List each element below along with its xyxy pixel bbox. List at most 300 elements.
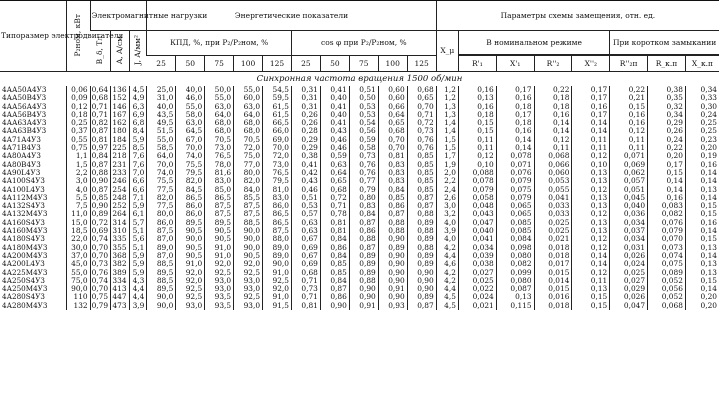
- value-cell: 0,22: [534, 86, 572, 94]
- value-cell: 87,5: [234, 202, 263, 210]
- cos-phi-level-header: 100: [378, 56, 407, 72]
- efficiency-level-header: 125: [263, 56, 292, 72]
- value-cell: 0,25: [685, 119, 719, 127]
- value-cell: 0,062: [610, 169, 648, 177]
- value-cell: 90,5: [205, 235, 234, 243]
- value-cell: 0,15: [685, 235, 719, 243]
- value-cell: 87,5: [147, 227, 176, 235]
- value-cell: 0,052: [648, 293, 686, 301]
- value-cell: 1,2: [436, 94, 458, 102]
- value-cell: 0,12: [572, 186, 610, 194]
- value-cell: 0,14: [685, 177, 719, 185]
- value-cell: 0,90: [378, 293, 407, 301]
- value-cell: 0,71: [291, 293, 320, 301]
- value-cell: 0,70: [90, 252, 110, 260]
- value-cell: 86,0: [176, 210, 205, 218]
- value-cell: 0,015: [534, 269, 572, 277]
- value-cell: 0,20: [685, 144, 719, 152]
- value-cell: 3,2: [436, 210, 458, 218]
- value-cell: 0,85: [407, 161, 436, 169]
- value-cell: 4,4: [436, 252, 458, 260]
- value-cell: 0,13: [572, 169, 610, 177]
- value-cell: 0,86: [320, 244, 349, 252]
- value-cell: 0,14: [685, 227, 719, 235]
- value-cell: 0,90: [407, 285, 436, 293]
- value-cell: 0,83: [378, 177, 407, 185]
- value-cell: 0,12: [572, 210, 610, 218]
- value-cell: 0,16: [458, 103, 496, 111]
- value-cell: 0,052: [648, 277, 686, 285]
- value-cell: 0,64: [378, 111, 407, 119]
- motor-type-cell: 4А250S4У3: [2, 275, 45, 285]
- value-cell: 0,13: [572, 219, 610, 227]
- value-cell: 248: [110, 194, 129, 202]
- value-cell: 0,21: [610, 94, 648, 102]
- value-cell: 75,5: [176, 161, 205, 169]
- value-cell: 5,5: [67, 194, 90, 202]
- value-cell: 0,88: [90, 169, 110, 177]
- value-cell: 0,027: [610, 277, 648, 285]
- table-body: [0, 86, 719, 310]
- value-cell: 0,079: [496, 194, 534, 202]
- value-cell: 68,0: [205, 119, 234, 127]
- value-cell: 1,7: [436, 152, 458, 160]
- value-cell: 61,5: [263, 111, 292, 119]
- value-cell: 0,018: [534, 302, 572, 310]
- value-cell: 37,0: [67, 252, 90, 260]
- value-cell: 0,12: [572, 235, 610, 243]
- value-cell: 92,5: [234, 269, 263, 277]
- value-cell: 0,38: [648, 86, 686, 94]
- value-cell: 92,0: [263, 285, 292, 293]
- value-cell: 0,72: [407, 119, 436, 127]
- value-cell: 0,89: [378, 244, 407, 252]
- value-cell: 184: [110, 136, 129, 144]
- value-cell: 0,13: [685, 186, 719, 194]
- value-cell: 31,0: [147, 94, 176, 102]
- value-cell: 0,46: [291, 186, 320, 194]
- value-cell: 0,16: [572, 103, 610, 111]
- efficiency-level-header: 50: [176, 56, 205, 72]
- value-cell: 84,0: [234, 186, 263, 194]
- value-cell: 0,69: [90, 227, 110, 235]
- value-cell: 218: [110, 152, 129, 160]
- motor-type-cell: 4АА50А4У3: [2, 85, 47, 94]
- motor-type-cell: 4А132М4У3: [2, 209, 48, 219]
- value-cell: 63,0: [205, 103, 234, 111]
- value-cell: 0,25: [685, 127, 719, 135]
- value-cell: 59,5: [263, 94, 292, 102]
- value-cell: 4,2: [436, 277, 458, 285]
- value-cell: 0,34: [685, 86, 719, 94]
- value-cell: 87,5: [234, 210, 263, 218]
- value-cell: 0,085: [496, 227, 534, 235]
- value-cell: 0,90: [378, 277, 407, 285]
- value-cell: 0,036: [610, 210, 648, 218]
- value-cell: 382: [110, 260, 129, 268]
- value-cell: 91,0: [205, 252, 234, 260]
- value-cell: 0,20: [685, 293, 719, 301]
- value-cell: 93,0: [234, 302, 263, 310]
- value-cell: 55,0: [176, 103, 205, 111]
- value-cell: 0,079: [648, 227, 686, 235]
- value-cell: 0,13: [572, 227, 610, 235]
- value-cell: 0,11: [458, 144, 496, 152]
- value-cell: 0,93: [378, 302, 407, 310]
- value-cell: 93,5: [205, 302, 234, 310]
- value-cell: 0,14: [685, 194, 719, 202]
- value-cell: 0,81: [320, 227, 349, 235]
- value-cell: 0,59: [320, 152, 349, 160]
- value-cell: 70,0: [176, 144, 205, 152]
- value-cell: 0,017: [534, 260, 572, 268]
- value-cell: 77,5: [147, 202, 176, 210]
- value-cell: 0,90: [349, 285, 378, 293]
- value-cell: 0,73: [291, 285, 320, 293]
- value-cell: 0,75: [90, 293, 110, 301]
- value-cell: 0,14: [572, 119, 610, 127]
- value-cell: 6,3: [129, 103, 147, 111]
- value-cell: 0,025: [610, 269, 648, 277]
- value-cell: 0,56: [349, 127, 378, 135]
- value-cell: 0,35: [648, 94, 686, 102]
- value-cell: 92,0: [176, 277, 205, 285]
- value-cell: 0,70: [378, 144, 407, 152]
- value-cell: 0,87: [378, 210, 407, 218]
- value-cell: 22,0: [67, 235, 90, 243]
- motor-type-cell: 4А180М4У3: [2, 242, 48, 252]
- value-cell: 85,0: [205, 186, 234, 194]
- value-cell: 0,83: [378, 161, 407, 169]
- motor-type-cell: 4АА63А4У3: [2, 118, 47, 128]
- section-title: Синхронная частота вращения 1500 об/мин: [0, 72, 719, 87]
- value-cell: 81,0: [263, 186, 292, 194]
- value-cell: 0,78: [320, 210, 349, 218]
- value-cell: 0,71: [90, 103, 110, 111]
- value-cell: 0,066: [534, 161, 572, 169]
- value-cell: 68,0: [234, 127, 263, 135]
- value-cell: 86,5: [263, 210, 292, 218]
- value-cell: 0,040: [458, 227, 496, 235]
- value-cell: 0,11: [610, 144, 648, 152]
- value-cell: 0,11: [458, 136, 496, 144]
- value-cell: 0,65: [378, 119, 407, 127]
- value-cell: 2,2: [436, 177, 458, 185]
- j-density-header: J, A/мм²: [129, 31, 147, 72]
- value-cell: 0,76: [90, 269, 110, 277]
- value-cell: 0,065: [496, 202, 534, 210]
- value-cell: 0,80: [349, 194, 378, 202]
- value-cell: 3,9: [436, 227, 458, 235]
- value-cell: 0,022: [458, 285, 496, 293]
- value-cell: 0,025: [534, 227, 572, 235]
- value-cell: 40,0: [176, 86, 205, 94]
- value-cell: 413: [110, 285, 129, 293]
- value-cell: 2,6: [436, 194, 458, 202]
- value-cell: 0,11: [572, 144, 610, 152]
- value-cell: 4,0: [436, 219, 458, 227]
- value-cell: 0,024: [610, 260, 648, 268]
- value-cell: 0,14: [648, 177, 686, 185]
- value-cell: 0,31: [291, 103, 320, 111]
- value-cell: 0,97: [90, 144, 110, 152]
- motor-type-cell: 4А132S4У3: [2, 201, 45, 211]
- value-cell: 0,89: [407, 219, 436, 227]
- value-cell: 1,5: [436, 136, 458, 144]
- value-cell: 264: [110, 210, 129, 218]
- value-cell: 5,1: [129, 227, 147, 235]
- value-cell: 1,5: [436, 144, 458, 152]
- value-cell: 84,5: [176, 186, 205, 194]
- nominal-mode-header: В номинальном режиме: [458, 31, 609, 55]
- value-cell: 0,076: [496, 169, 534, 177]
- value-cell: 0,15: [685, 210, 719, 218]
- value-cell: 89,5: [205, 219, 234, 227]
- value-cell: 368: [110, 252, 129, 260]
- value-cell: 0,89: [407, 252, 436, 260]
- value-cell: 0,034: [610, 235, 648, 243]
- motor-type-cell: 4А100L4У3: [2, 184, 45, 194]
- value-cell: 0,23: [685, 136, 719, 144]
- motor-type-cell: 4А280М4У3: [2, 300, 48, 310]
- value-cell: 0,70: [407, 103, 436, 111]
- value-cell: 93,0: [205, 277, 234, 285]
- value-cell: 0,080: [496, 252, 534, 260]
- value-cell: 5,9: [129, 202, 147, 210]
- value-cell: 0,87: [320, 285, 349, 293]
- value-cell: 0,13: [572, 177, 610, 185]
- value-cell: 0,13: [685, 244, 719, 252]
- value-cell: 86,0: [263, 202, 292, 210]
- x-mu-header: X_μ: [436, 31, 458, 72]
- value-cell: 146: [110, 103, 129, 111]
- value-cell: 0,16: [534, 111, 572, 119]
- value-cell: 1,3: [436, 103, 458, 111]
- motor-type-cell: 4АА56А4У3: [2, 101, 47, 111]
- value-cell: 0,84: [320, 277, 349, 285]
- value-cell: 92,5: [234, 293, 263, 301]
- value-cell: 0,13: [572, 202, 610, 210]
- value-cell: 0,16: [685, 161, 719, 169]
- value-cell: 0,29: [291, 144, 320, 152]
- value-cell: 0,63: [320, 161, 349, 169]
- value-cell: 0,73: [349, 152, 378, 160]
- value-cell: 0,43: [320, 127, 349, 135]
- value-cell: 0,16: [610, 119, 648, 127]
- value-cell: 0,81: [320, 219, 349, 227]
- value-cell: 0,25: [67, 119, 90, 127]
- value-cell: 1,3: [436, 111, 458, 119]
- value-cell: 0,14: [648, 186, 686, 194]
- value-cell: 1,5: [67, 161, 90, 169]
- value-cell: 64,0: [234, 111, 263, 119]
- value-cell: 0,87: [349, 219, 378, 227]
- value-cell: 0,85: [407, 152, 436, 160]
- motor-type-cell: 4А90L4У3: [2, 167, 41, 177]
- value-cell: 0,33: [685, 94, 719, 102]
- value-cell: 0,76: [349, 161, 378, 169]
- value-cell: 0,29: [648, 119, 686, 127]
- value-cell: 70,0: [147, 161, 176, 169]
- value-cell: 0,15: [685, 277, 719, 285]
- value-cell: 5,7: [129, 219, 147, 227]
- value-cell: 0,029: [610, 285, 648, 293]
- value-cell: 0,15: [648, 169, 686, 177]
- value-cell: 0,50: [349, 94, 378, 102]
- value-cell: 0,12: [67, 103, 90, 111]
- value-cell: 0,16: [648, 194, 686, 202]
- value-cell: 0,06: [67, 86, 90, 94]
- value-cell: 0,84: [349, 210, 378, 218]
- value-cell: 0,055: [534, 186, 572, 194]
- value-cell: 0,076: [648, 219, 686, 227]
- value-cell: 0,64: [90, 86, 110, 94]
- value-cell: 58,0: [176, 111, 205, 119]
- value-cell: 30,0: [67, 244, 90, 252]
- value-cell: 0,056: [648, 285, 686, 293]
- value-cell: 51,5: [147, 127, 176, 135]
- value-cell: 0,15: [572, 293, 610, 301]
- value-cell: 93,0: [234, 285, 263, 293]
- value-cell: 64,5: [176, 127, 205, 135]
- value-cell: 0,18: [496, 103, 534, 111]
- value-cell: 0,24: [685, 111, 719, 119]
- value-cell: 0,68: [407, 86, 436, 94]
- value-cell: 0,26: [648, 127, 686, 135]
- value-cell: 0,88: [407, 210, 436, 218]
- value-cell: 0,46: [320, 144, 349, 152]
- value-cell: 0,10: [572, 161, 610, 169]
- value-cell: 4,4: [129, 293, 147, 301]
- value-cell: 0,68: [90, 94, 110, 102]
- value-cell: 0,63: [291, 219, 320, 227]
- value-cell: 0,12: [610, 127, 648, 135]
- value-cell: 0,88: [407, 227, 436, 235]
- short-circuit-param-header: R_к.п: [648, 56, 686, 72]
- value-cell: 0,84: [320, 235, 349, 243]
- value-cell: 0,079: [458, 186, 496, 194]
- motor-type-cell: 4А250М4У3: [2, 284, 48, 294]
- value-cell: 0,021: [458, 302, 496, 310]
- value-cell: 0,082: [496, 260, 534, 268]
- value-cell: 0,70: [378, 136, 407, 144]
- value-cell: 0,88: [378, 219, 407, 227]
- value-cell: 0,20: [685, 302, 719, 310]
- value-cell: 92,5: [176, 293, 205, 301]
- value-cell: 0,026: [610, 252, 648, 260]
- value-cell: 0,85: [407, 186, 436, 194]
- value-cell: 7,0: [129, 169, 147, 177]
- value-cell: 0,91: [378, 285, 407, 293]
- value-cell: 63,0: [176, 119, 205, 127]
- value-cell: 92,5: [205, 269, 234, 277]
- value-cell: 0,22: [648, 144, 686, 152]
- value-cell: 0,12: [572, 152, 610, 160]
- value-cell: 89,0: [263, 244, 292, 252]
- value-cell: 0,18: [67, 111, 90, 119]
- value-cell: 87,5: [205, 202, 234, 210]
- value-cell: 0,033: [534, 210, 572, 218]
- value-cell: 0,85: [90, 194, 110, 202]
- value-cell: 0,17: [648, 161, 686, 169]
- value-cell: 0,075: [496, 186, 534, 194]
- value-cell: 75,0: [67, 277, 90, 285]
- value-cell: 231: [110, 161, 129, 169]
- value-cell: 81,6: [205, 169, 234, 177]
- value-cell: 0,024: [458, 293, 496, 301]
- value-cell: 0,18: [458, 111, 496, 119]
- value-cell: 335: [110, 235, 129, 243]
- value-cell: 90,0: [67, 285, 90, 293]
- value-cell: 0,37: [67, 127, 90, 135]
- value-cell: 80,0: [147, 210, 176, 218]
- value-cell: 0,90: [349, 293, 378, 301]
- value-cell: 0,42: [291, 169, 320, 177]
- value-cell: 7,6: [129, 152, 147, 160]
- value-cell: 87,5: [263, 227, 292, 235]
- value-cell: 0,13: [685, 260, 719, 268]
- value-cell: 0,70: [90, 244, 110, 252]
- value-cell: 90,0: [147, 302, 176, 310]
- value-cell: 6,6: [129, 186, 147, 194]
- value-cell: 0,68: [320, 186, 349, 194]
- value-cell: 0,82: [90, 119, 110, 127]
- motor-type-cell: 4А71В4У3: [2, 143, 41, 153]
- value-cell: 0,10: [458, 161, 496, 169]
- value-cell: 5,9: [129, 269, 147, 277]
- em-loads-header: Электромагнитные нагрузки: [90, 1, 147, 31]
- motor-type-cell: 4А200L4У3: [2, 259, 45, 269]
- value-cell: 0,87: [90, 161, 110, 169]
- value-cell: 6,6: [129, 177, 147, 185]
- value-cell: 0,070: [648, 235, 686, 243]
- value-cell: 0,74: [90, 277, 110, 285]
- value-cell: 0,069: [610, 161, 648, 169]
- value-cell: 82,0: [234, 177, 263, 185]
- value-cell: 0,043: [458, 210, 496, 218]
- value-cell: 4,0: [436, 235, 458, 243]
- value-cell: 88,5: [147, 260, 176, 268]
- value-cell: 225: [110, 144, 129, 152]
- nominal-param-header: X''₂: [572, 56, 610, 72]
- value-cell: 60,0: [234, 94, 263, 102]
- value-cell: 0,90: [90, 177, 110, 185]
- value-cell: 0,57: [291, 210, 320, 218]
- value-cell: 0,87: [407, 202, 436, 210]
- value-cell: 0,74: [90, 235, 110, 243]
- value-cell: 82,0: [147, 194, 176, 202]
- value-cell: 58,5: [147, 144, 176, 152]
- value-cell: 314: [110, 219, 129, 227]
- value-cell: 0,12: [534, 136, 572, 144]
- value-cell: 0,26: [291, 111, 320, 119]
- value-cell: 0,11: [610, 136, 648, 144]
- value-cell: 6,9: [129, 111, 147, 119]
- value-cell: 0,70: [90, 285, 110, 293]
- value-cell: 45,0: [67, 260, 90, 268]
- value-cell: 0,67: [291, 252, 320, 260]
- value-cell: 0,051: [610, 186, 648, 194]
- value-cell: 83,0: [205, 177, 234, 185]
- value-cell: 0,64: [320, 169, 349, 177]
- value-cell: 54,5: [263, 86, 292, 94]
- cos-phi-level-header: 125: [407, 56, 436, 72]
- value-cell: 0,18: [534, 103, 572, 111]
- value-cell: 3,0: [67, 177, 90, 185]
- value-cell: 0,43: [291, 177, 320, 185]
- value-cell: 93,5: [205, 293, 234, 301]
- value-cell: 6,1: [129, 210, 147, 218]
